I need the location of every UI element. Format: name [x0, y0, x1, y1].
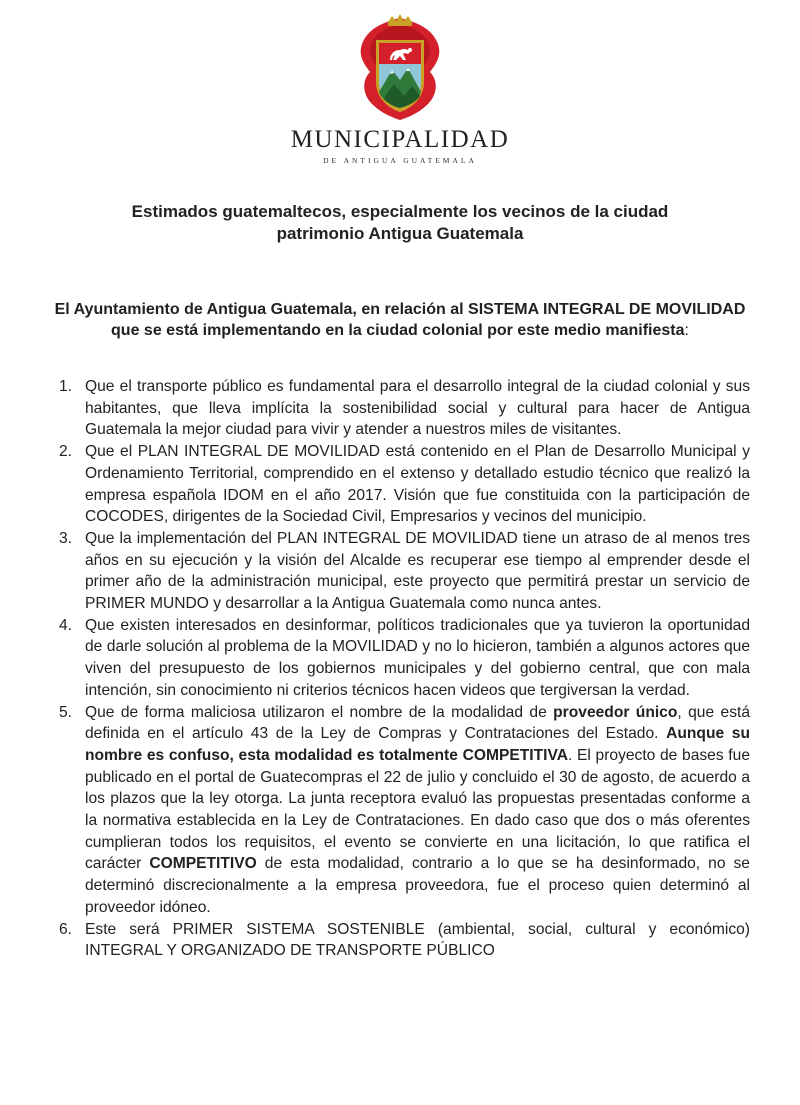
list-item-text: Que el transporte público es fundamental para el desarrollo integral de la ciudad colonial y sus habitantes, que lleva implícita la sostenibilidad social y cultural para hacer de Antigua Guatemala la mejor ciudad para vivir y atender a nuestros miles de visitantes. — [85, 378, 750, 439]
list-item-number: 4. — [58, 616, 72, 634]
greeting-line-1: Estimados guatemaltecos, especialmente los vecinos de la ciudad — [131, 202, 669, 221]
list-item-bold-text: COMPETITIVO — [149, 855, 257, 873]
list-item — [50, 919, 750, 962]
list-item-number: 5. — [58, 703, 72, 721]
list-item-text: Que existen interesados en desinformar, políticos tradicionales que ya tuvieron la oportunidad de darle solución al problema de la MOVILIDAD y no lo hicieron, también a algunos actores que viven del presupuesto de los gobiernos municipales y del gobierno central, que con mala intención, sin conocimiento ni criterios técnicos hacen videos que tergiversan la verdad. — [85, 616, 750, 699]
list-item-text: Que la implementación del PLAN INTEGRAL DE MOVILIDAD tiene un atraso de al menos tres años en su ejecución y la visión del Alcalde es recuperar ese tiempo al emprender desde el primer año de la administración municipal, este proyecto que permitirá prestar un servicio de PRIMER MUNDO y desarrollar a la Antigua Guatemala como nunca antes. — [85, 529, 750, 613]
list-item — [50, 441, 750, 528]
municipal-coat-of-arms-icon — [354, 14, 446, 122]
list-item-text: , que está definida en el artículo 43 de la Ley de Compras y Contrataciones del Estado. — [85, 703, 750, 743]
numbered-list — [50, 376, 750, 962]
list-item-bold-text: Aunque su nombre es confuso, esta modalidad es totalmente COMPETITIVA — [85, 725, 750, 764]
list-item-bold-text: proveedor único — [553, 703, 678, 721]
letterhead — [0, 14, 800, 165]
greeting-heading — [60, 201, 740, 245]
list-item — [50, 528, 750, 615]
list-item-text: de esta modalidad, contrario a lo que se ha desinformado, no se determinó discrecionalmente a la empresa proveedora, fue el proceso quien determinó al proveedor idóneo. — [85, 855, 750, 916]
intro-paragraph — [48, 299, 752, 341]
list-item-text: Este será PRIMER SISTEMA SOSTENIBLE (ambiental, social, cultural y económico) INTEGRAL Y ORGANIZADO DE TRANSPORTE PÚBLICO — [85, 920, 750, 960]
organization-subtitle: DE ANTIGUA GUATEMALA — [323, 156, 477, 165]
list-item-text: . El proyecto de bases fue publicado en el portal de Guatecompras el 22 de julio y concluido el 30 de agosto, de acuerdo a los plazos que la ley otorga. La junta receptora evaluó las propuestas presentadas conforme a la normativa establecida en la Ley de Contrataciones. En dado caso que dos o más oferentes cumplieran todos los requisitos, el evento se convierte en una licitación, lo que ratifica el carácter — [85, 746, 750, 873]
greeting-line-2: patrimonio Antigua Guatemala — [276, 224, 524, 243]
intro-colon: : — [684, 322, 689, 339]
list-item — [50, 615, 750, 702]
list-item-number: 6. — [58, 920, 72, 938]
list-item-number: 3. — [58, 529, 72, 547]
intro-bold-text: El Ayuntamiento de Antigua Guatemala, en relación al SISTEMA INTEGRAL DE MOVILIDAD que se está implementando en la ciudad colonial por este medio manifiesta — [54, 301, 746, 339]
list-item-text: Que de forma maliciosa utilizaron el nombre de la modalidad de — [85, 703, 554, 721]
list-item — [50, 376, 750, 441]
list-item-text: Que el PLAN INTEGRAL DE MOVILIDAD está contenido en el Plan de Desarrollo Municipal y Ordenamiento Territorial, comprendido en el extenso y detallado estudio técnico que realizó la empresa española IDOM en el año 2017. Visión que fue constituida con la participación de COCODES, dirigentes de la Sociedad Civil, Empresarios y vecinos del municipio. — [85, 443, 750, 526]
list-item-number: 1. — [58, 378, 72, 395]
organization-name: MUNICIPALIDAD — [290, 126, 510, 153]
list-item-number: 2. — [58, 443, 72, 461]
list-item — [50, 702, 750, 919]
